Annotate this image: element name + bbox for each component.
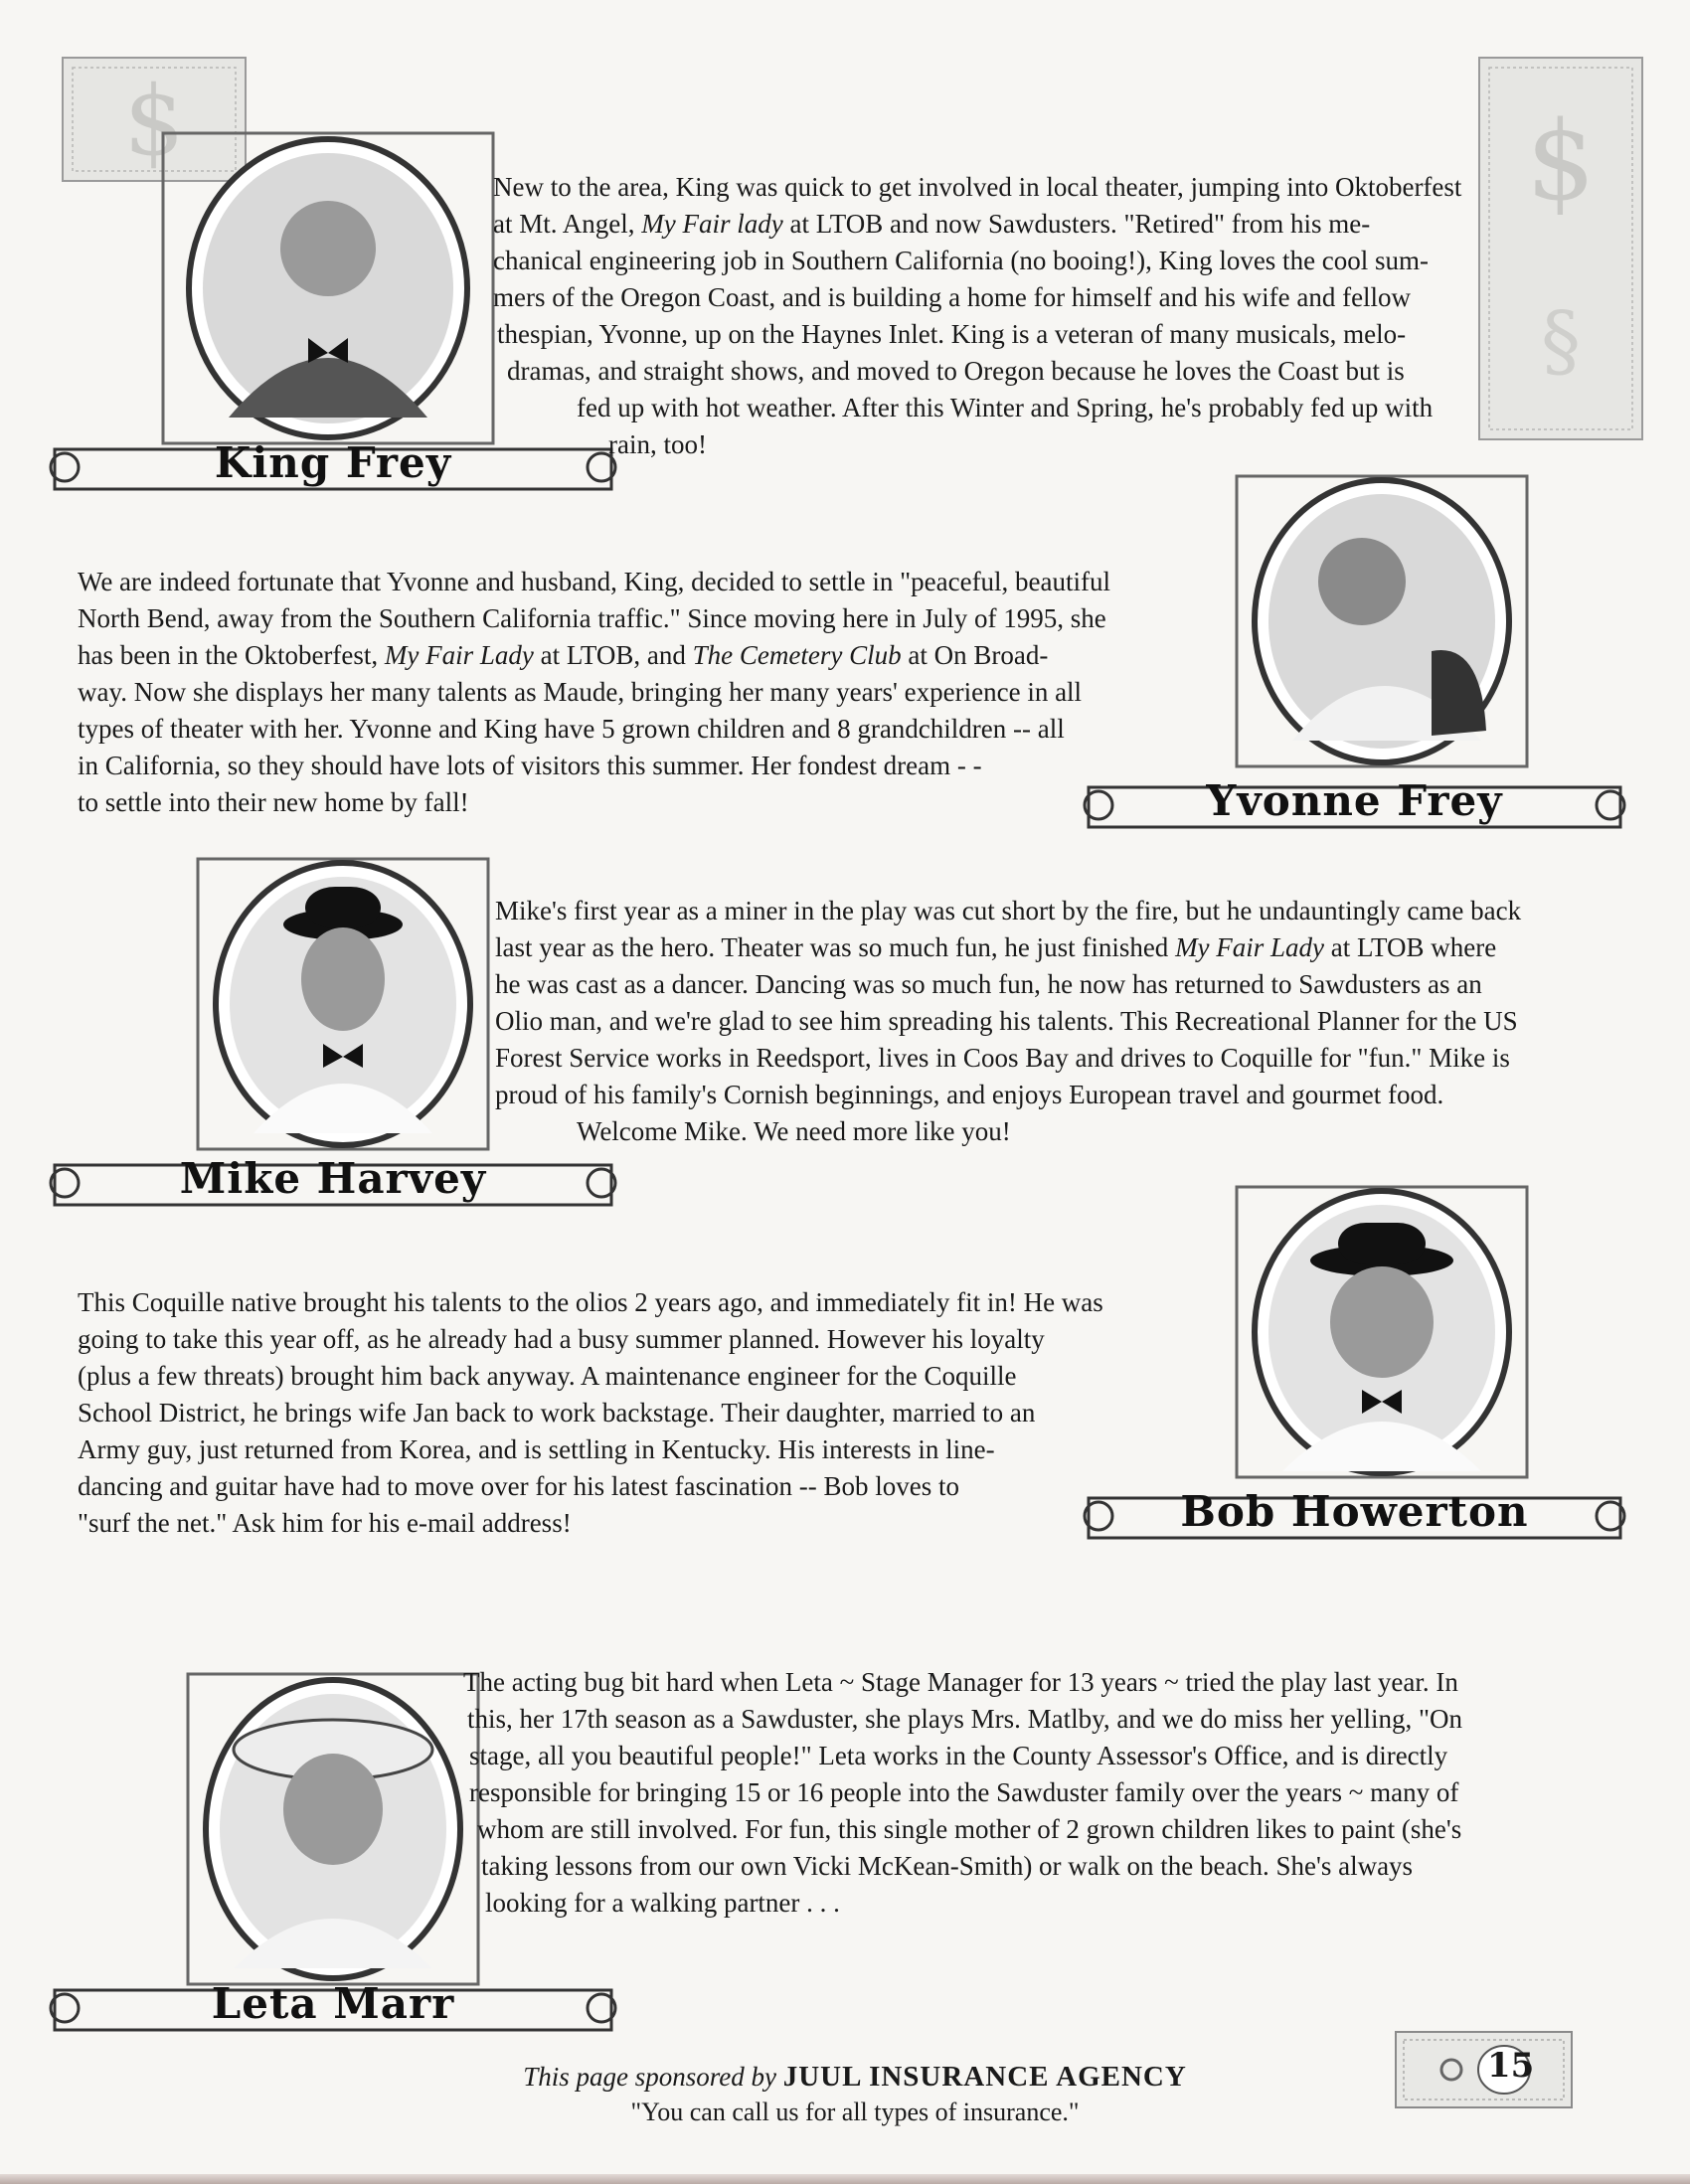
bio-line: to settle into their new home by fall! <box>78 787 469 817</box>
bio-line: responsible for bringing 15 or 16 people into the Sawduster family over the years ~ many of <box>469 1777 1459 1807</box>
bio-line: (plus a few threats) brought him back anyway. A maintenance engineer for the Coquille <box>78 1361 1017 1391</box>
bio-line: at Mt. Angel, My Fair lady at LTOB and now Sawdusters. "Retired" from his me- <box>493 209 1371 239</box>
leta-marr-portrait <box>184 1670 482 1988</box>
bio-line: Mike's first year as a miner in the play was cut short by the fire, but he undauntingly came back <box>495 896 1522 925</box>
name-leta-marr: Leta Marr <box>211 1979 455 2028</box>
bio-line: dramas, and straight shows, and moved to Oregon because he loves the Coast but is <box>507 356 1405 386</box>
bio-line: This Coquille native brought his talents to the olios 2 years ago, and immediately fit in! He was <box>78 1287 1103 1317</box>
bio-line: has been in the Oktoberfest, My Fair Lady at LTOB, and The Cemetery Club at On Broad- <box>78 640 1049 670</box>
bio-mike-harvey <box>495 893 1630 1150</box>
bio-line: whom are still involved. For fun, this single mother of 2 grown children likes to paint (she's <box>477 1814 1462 1844</box>
bio-line: School District, he brings wife Jan back to work backstage. Their daughter, married to an <box>78 1398 1036 1428</box>
name-king-frey: King Frey <box>214 438 452 487</box>
bio-line: Forest Service works in Reedsport, lives in Coos Bay and drives to Coquille for "fun." Mike is <box>495 1043 1510 1073</box>
page-number: 15 <box>1487 2046 1535 2086</box>
bio-line: way. Now she displays her many talents as Maude, bringing her many years' experience in all <box>78 677 1083 707</box>
name-bob-howerton: Bob Howerton <box>1180 1487 1529 1536</box>
bio-line: The acting bug bit hard when Leta ~ Stage Manager for 13 years ~ tried the play last year. In <box>463 1667 1458 1697</box>
bio-line: We are indeed fortunate that Yvonne and husband, King, decided to settle in "peaceful, beautiful <box>78 567 1111 596</box>
sponsor-line <box>378 2061 1332 2094</box>
bio-bob-howerton <box>78 1284 1211 1542</box>
bio-line: he was cast as a dancer. Dancing was so much fun, he now has returned to Sawdusters as an <box>495 969 1482 999</box>
agency-tagline: "You can call us for all types of insurance." <box>630 2098 1080 2126</box>
sponsor-prefix: This page sponsored by <box>523 2062 776 2092</box>
name-mike-harvey: Mike Harvey <box>179 1154 487 1203</box>
bio-line: Welcome Mike. We need more like you! <box>577 1116 1011 1146</box>
bio-leta-marr <box>463 1664 1581 1922</box>
name-yvonne-frey: Yvonne Frey <box>1206 776 1503 825</box>
bio-line: types of theater with her. Yvonne and King have 5 grown children and 8 grandchildren -- all <box>78 714 1065 744</box>
bio-line: going to take this year off, as he already had a busy summer planned. However his loyalty <box>78 1324 1045 1354</box>
bio-line: this, her 17th season as a Sawduster, she plays Mrs. Matlby, and we do miss her yelling, "On <box>467 1704 1463 1734</box>
bio-line: looking for a walking partner . . . <box>485 1888 840 1918</box>
sponsor-footer <box>378 2061 1332 2127</box>
bio-line: in California, so they should have lots of visitors this summer. Her fondest dream - - <box>78 751 982 780</box>
nameplate-mike-harvey <box>45 1143 621 1207</box>
bio-line: last year as the hero. Theater was so much fun, he just finished My Fair Lady at LTOB where <box>495 932 1497 962</box>
bio-king-frey <box>493 169 1531 463</box>
scan-edge <box>0 2174 1690 2184</box>
king-frey-portrait <box>159 129 497 447</box>
bob-howerton-portrait <box>1233 1183 1531 1481</box>
dollar-bill-icon <box>1392 2028 1576 2111</box>
bio-line: stage, all you beautiful people!" Leta works in the County Assessor's Office, and is directly <box>469 1741 1448 1770</box>
bio-line: taking lessons from our own Vicki McKean-Smith) or walk on the beach. She's always <box>481 1851 1414 1881</box>
bio-line: mers of the Oregon Coast, and is building a home for himself and his wife and fellow <box>493 282 1412 312</box>
svg-text:§: § <box>1541 294 1581 387</box>
mike-harvey-portrait <box>194 855 492 1153</box>
bio-line: "surf the net." Ask him for his e-mail address! <box>78 1508 572 1538</box>
bio-line: thespian, Yvonne, up on the Haynes Inlet. King is a veteran of many musicals, melo- <box>497 319 1407 349</box>
bio-yvonne-frey <box>78 564 1211 821</box>
bio-line: dancing and guitar have had to move over for his latest fascination -- Bob loves to <box>78 1471 960 1501</box>
agency-name: JUUL INSURANCE AGENCY <box>782 2061 1187 2093</box>
svg-text:$: $ <box>123 66 185 177</box>
page-number-badge <box>1392 2028 1576 2111</box>
bio-line: proud of his family's Cornish beginnings, and enjoys European travel and gourmet food. <box>495 1080 1444 1109</box>
nameplate-leta-marr <box>45 1968 621 2032</box>
bio-line: rain, too! <box>608 429 707 459</box>
bio-line: fed up with hot weather. After this Winter and Spring, he's probably fed up with <box>577 393 1434 422</box>
bio-line: chanical engineering job in Southern California (no booing!), King loves the cool sum- <box>493 246 1430 275</box>
bio-line: New to the area, King was quick to get involved in local theater, jumping into Oktoberfest <box>493 172 1462 202</box>
yvonne-frey-portrait <box>1233 472 1531 770</box>
svg-text:$: $ <box>1526 97 1596 225</box>
bio-line: North Bend, away from the Southern California traffic." Since moving here in July of 1995, she <box>78 603 1106 633</box>
bio-line: Olio man, and we're glad to see him spreading his talents. This Recreational Planner for the US <box>495 1006 1518 1036</box>
bio-line: Army guy, just returned from Korea, and is settling in Kentucky. His interests in line- <box>78 1434 995 1464</box>
